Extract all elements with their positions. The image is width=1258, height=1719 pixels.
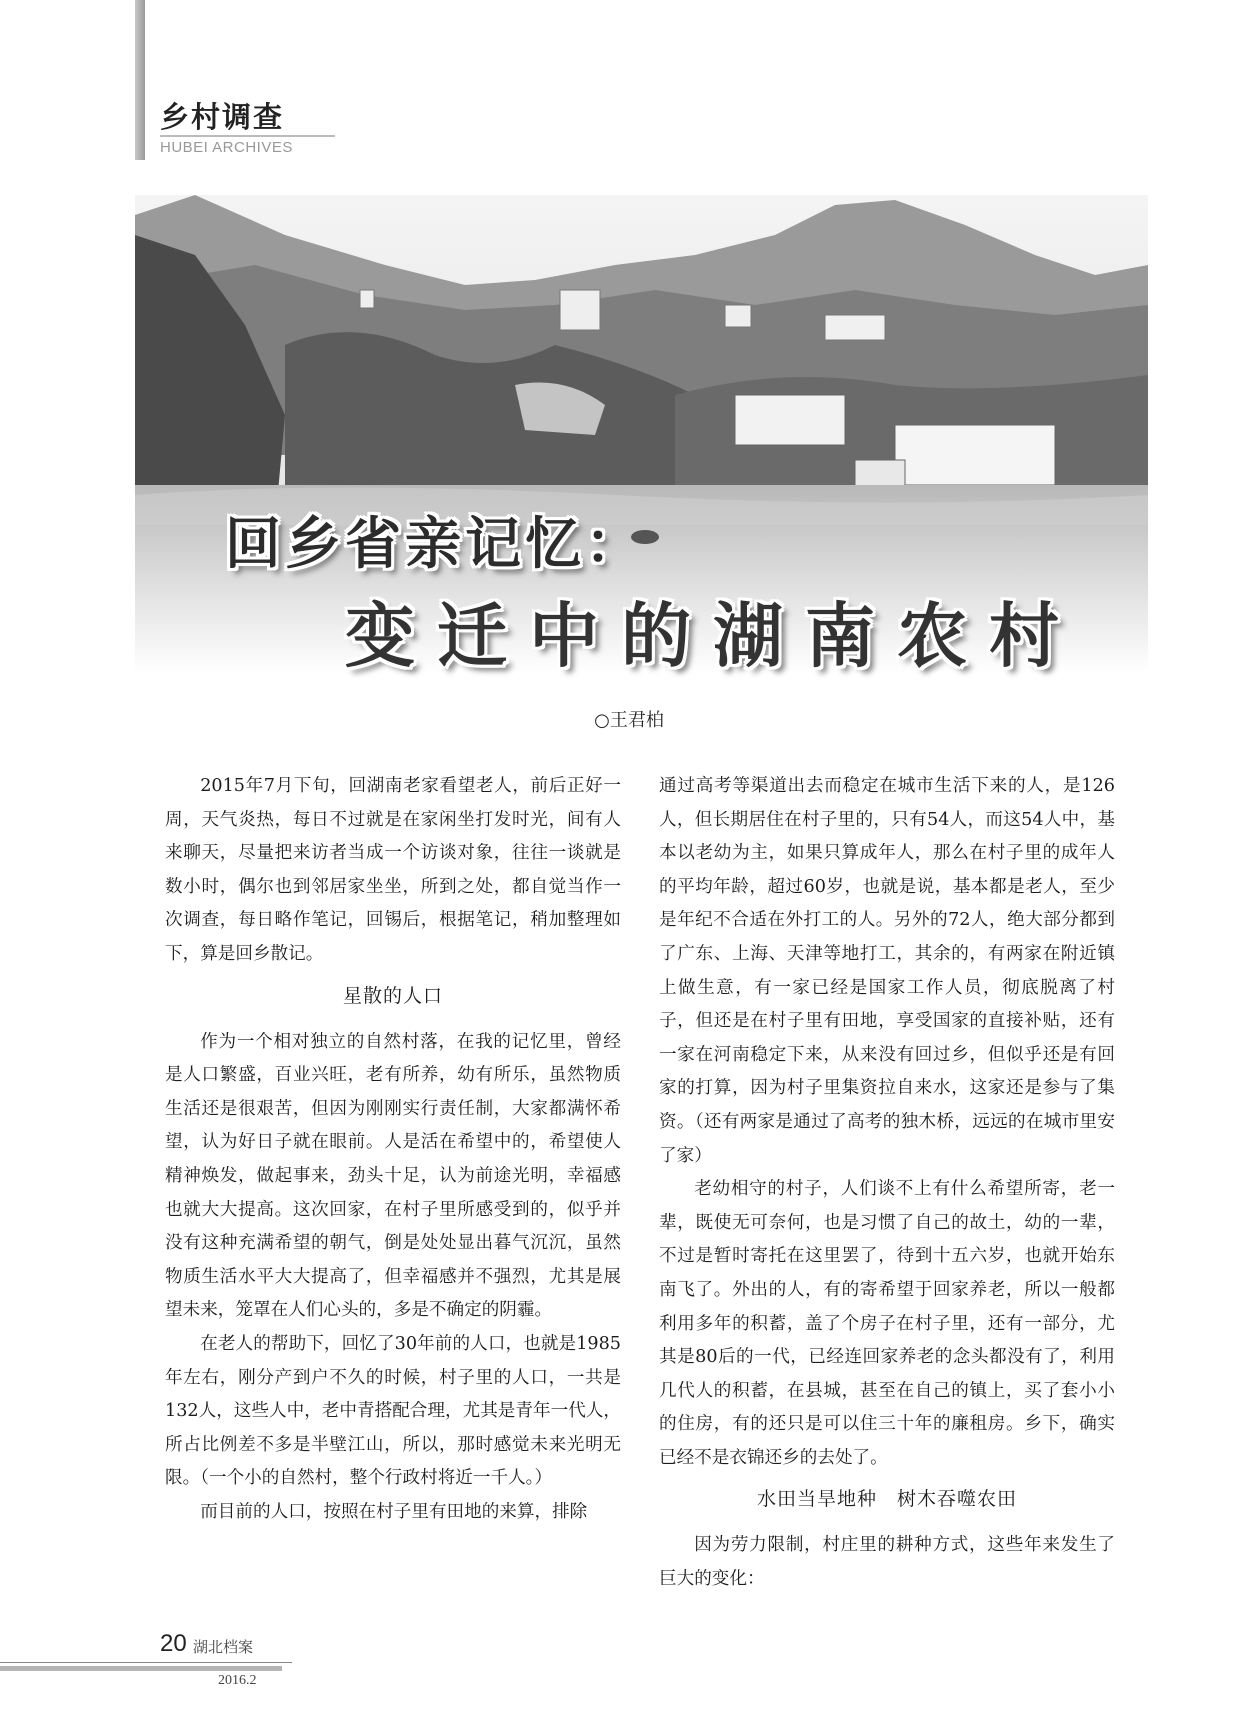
section-heading: 水田当旱地种 树木吞噬农田 <box>756 1488 1017 1511</box>
article-title-line1: 回乡省亲记忆： <box>225 512 645 577</box>
paragraph: 作为一个相对独立的自然村落，在我的记忆里，曾经是人口繁盛，百业兴旺，老有所养，幼有所乐，虽然物质生活还是很艰苦，但因为刚刚实行责任制，大家都满怀希望，认为好日子就在眼前。人是活在希望中的，希望使人精神焕发，做起事来，劲头十足，认为前途光明，幸福感也就大大提高。这次回家，在村子里所感受到的，似乎并没有这种充满希望的朝气，倒是处处显出暮气沉沉，虽然物质生活水平大大提高了，但幸福感并不强烈，尤其是展望未来，笼罩在人们心头的，多是不确定的阴霾。 <box>165 1031 621 1321</box>
paragraph: 因为劳力限制，村庄里的耕种方式，这些年来发生了巨大的变化： <box>659 1535 1115 1590</box>
section-heading: 星散的人口 <box>342 984 443 1007</box>
footer-accent-bar <box>0 1666 282 1671</box>
paragraph: 老幼相守的村子，人们谈不上有什么希望所寄，老一辈，既使无可奈何，也是习惯了自己的故土，幼的一辈，不过是暂时寄托在这里罢了，待到十五六岁，也就开始东南飞了。外出的人，有的寄希望于回家养老，所以一般都利用多年的积蓄，盖了个房子在村子里，还有一部分，尤其是80后的一代，已经连回家养老的念头都没有了，利用几代人的积蓄，在县城，甚至在自己的镇上，买了套小小的住房，有的还只是可以住三十年的廉租房。乡下，确实已经不是衣锦还乡的去处了。 <box>659 1179 1115 1468</box>
header-accent-bar <box>135 0 145 160</box>
right-column <box>659 770 1115 1597</box>
page-number: 20 <box>160 1630 187 1657</box>
header-divider <box>160 135 335 137</box>
magazine-name: 湖北档案 <box>193 1638 254 1656</box>
issue-date: 2016.2 <box>218 1673 257 1688</box>
article-author: ○王君柏 <box>594 710 664 731</box>
paragraph: 2015年7月下旬，回湖南老家看望老人，前后正好一周，天气炎热，每日不过就是在家闲坐打发时光，间有人来聊天，尽量把来访者当成一个访谈对象，往往一谈就是数小时，偶尔也到邻居家坐坐，所到之处，都自觉当作一次调查，每日略作笔记，回锡后，根据笔记，稍加整理如下，算是回乡散记。 <box>165 776 621 964</box>
footer-divider <box>0 1662 292 1663</box>
section-title: 乡村调查 <box>160 100 285 134</box>
paragraph: 而目前的人口，按照在村子里有田地的来算，排除 <box>200 1501 588 1522</box>
paragraph: 在老人的帮助下，回忆了30年前的人口，也就是1985年左右，刚分产到户不久的时候，村子里的人口，一共是132人，这些人中，老中青搭配合理，尤其是青年一代人，所占比例差不多是半壁江山，所以，那时感觉未来光明无限。（一个小的自然村，整个行政村将近一千人。） <box>165 1333 621 1489</box>
section-subtitle: HUBEI ARCHIVES <box>160 139 293 156</box>
left-column <box>165 770 621 1529</box>
article-title-line2: 变迁中的湖南农村 <box>345 594 1081 677</box>
paragraph: 通过高考等渠道出去而稳定在城市生活下来的人，是126人，但长期居住在村子里的，只有54人，而这54人中，基本以老幼为主，如果只算成年人，那么在村子里的成年人的平均年龄，超过60岁，也就是说，基本都是老人，至少是年纪不合适在外打工的人。另外的72人，绝大部分都到了广东、上海、天津等地打工，其余的，有两家在附近镇上做生意，有一家已经是国家工作人员，彻底脱离了村子，但还是在村子里有田地，享受国家的直接补贴，还有一家在河南稳定下来，从来没有回过乡，但似乎还是有回家的打算，因为村子里集资拉自来水，这家还是参与了集资。（还有两家是通过了高考的独木桥，远远的在城市里安了家） <box>659 776 1115 1166</box>
